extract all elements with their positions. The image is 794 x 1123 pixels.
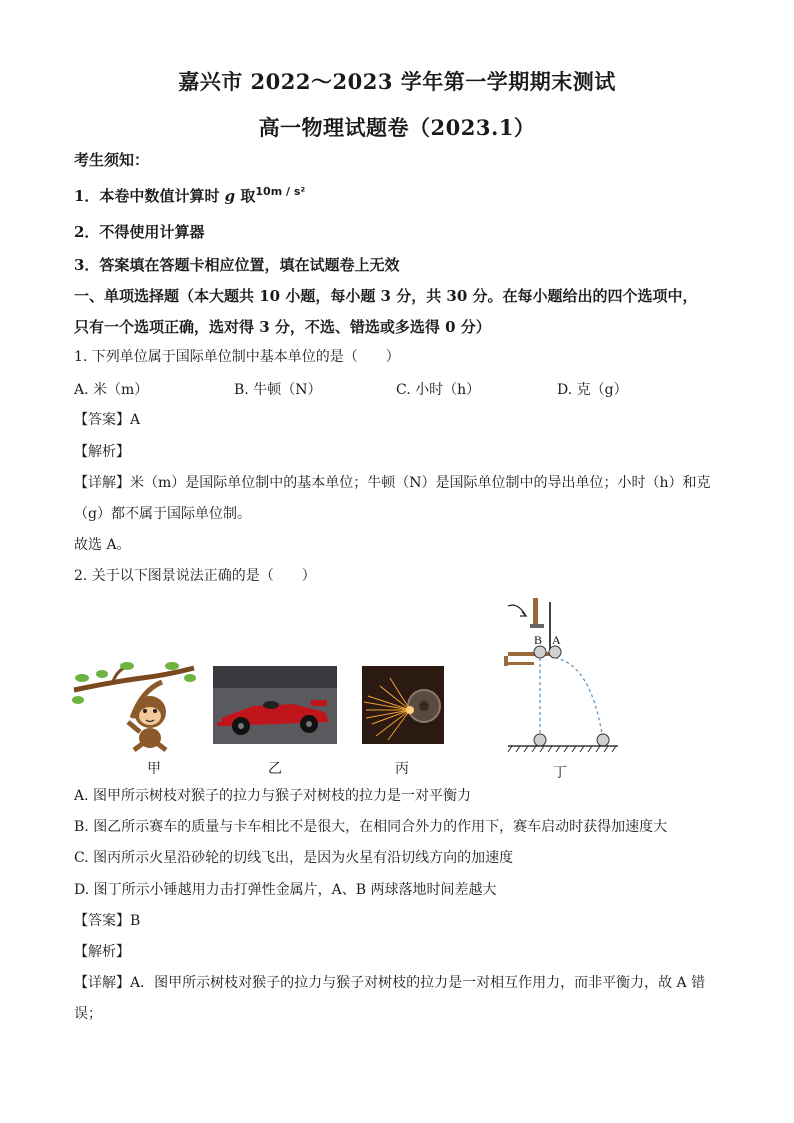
notice-heading: 考生须知： bbox=[74, 151, 150, 169]
figure-jia-monkey bbox=[72, 660, 196, 752]
figure-caption-jia: 甲 bbox=[147, 761, 161, 777]
q1-option-a: A. 米（m） bbox=[74, 382, 149, 398]
q1-option-d: D. 克（g） bbox=[557, 382, 628, 398]
q2-stem: 2. 关于以下图景说法正确的是（ ） bbox=[74, 568, 316, 584]
q1-analysis: 【解析】 bbox=[74, 444, 130, 460]
figure-yi-race-car bbox=[213, 666, 337, 744]
section-heading-line-1: 一、单项选择题（本大题共 10 小题，每小题 3 分，共 30 分。在每小题给出的四个选项中， bbox=[74, 287, 698, 305]
section-heading-line-2: 只有一个选项正确，选对得 3 分，不选、错选或多选得 0 分） bbox=[74, 318, 491, 336]
q2-detail-line-2: 误； bbox=[74, 1006, 102, 1022]
q2-detail-line-1: 【详解】A．图甲所示树枝对猴子的拉力与猴子对树枝的拉力是一对相互作用力，而非平衡力，故 A 错 bbox=[74, 975, 706, 991]
q1-detail-line-1: 【详解】米（m）是国际单位制中的基本单位；牛顿（N）是国际单位制中的导出单位；小时（h）和克 bbox=[74, 475, 711, 491]
figure-caption-ding: 丁 bbox=[553, 765, 567, 781]
exam-title: 嘉兴市 2022～2023 学年第一学期期末测试 bbox=[178, 69, 616, 94]
q2-option-c: C. 图丙所示火星沿砂轮的切线飞出，是因为火星有沿切线方向的加速度 bbox=[74, 850, 514, 866]
figure-caption-bing: 丙 bbox=[395, 761, 409, 777]
q2-answer: 【答案】B bbox=[74, 913, 141, 929]
q2-option-d: D. 图丁所示小锤越用力击打弹性金属片，A、B 两球落地时间差越大 bbox=[74, 882, 497, 898]
label-ball-a: A bbox=[552, 633, 561, 647]
label-ball-b: B bbox=[534, 633, 543, 647]
gravity-unit: 10m / s² bbox=[255, 185, 306, 198]
figure-bing-grinding-sparks bbox=[362, 666, 444, 744]
q1-option-c: C. 小时（h） bbox=[396, 382, 481, 398]
notice-item-2: 2．不得使用计算器 bbox=[74, 223, 205, 241]
q1-answer: 【答案】A bbox=[74, 412, 141, 428]
q1-conclusion: 故选 A。 bbox=[74, 537, 131, 553]
exam-subtitle: 高一物理试题卷（2023.1） bbox=[258, 115, 536, 140]
q1-detail-line-2: （g）都不属于国际单位制。 bbox=[74, 506, 251, 522]
figure-ding-apparatus bbox=[500, 594, 622, 760]
figure-caption-yi: 乙 bbox=[268, 761, 282, 777]
q1-option-b: B. 牛顿（N） bbox=[234, 382, 322, 398]
notice-item-1-mid: 取 bbox=[235, 187, 256, 205]
notice-item-3: 3．答案填在答题卡相应位置，填在试题卷上无效 bbox=[74, 256, 400, 274]
notice-item-1 bbox=[74, 186, 724, 208]
q2-option-b: B. 图乙所示赛车的质量与卡车相比不是很大，在相同合外力的作用下，赛车启动时获得加速度大 bbox=[74, 819, 668, 835]
q2-option-a: A. 图甲所示树枝对猴子的拉力与猴子对树枝的拉力是一对平衡力 bbox=[74, 788, 472, 804]
g-symbol: g bbox=[224, 187, 236, 205]
q1-stem: 1. 下列单位属于国际单位制中基本单位的是（ ） bbox=[74, 349, 400, 365]
notice-item-1-pre: 1．本卷中数值计算时 bbox=[74, 187, 225, 205]
q2-analysis: 【解析】 bbox=[74, 944, 130, 960]
